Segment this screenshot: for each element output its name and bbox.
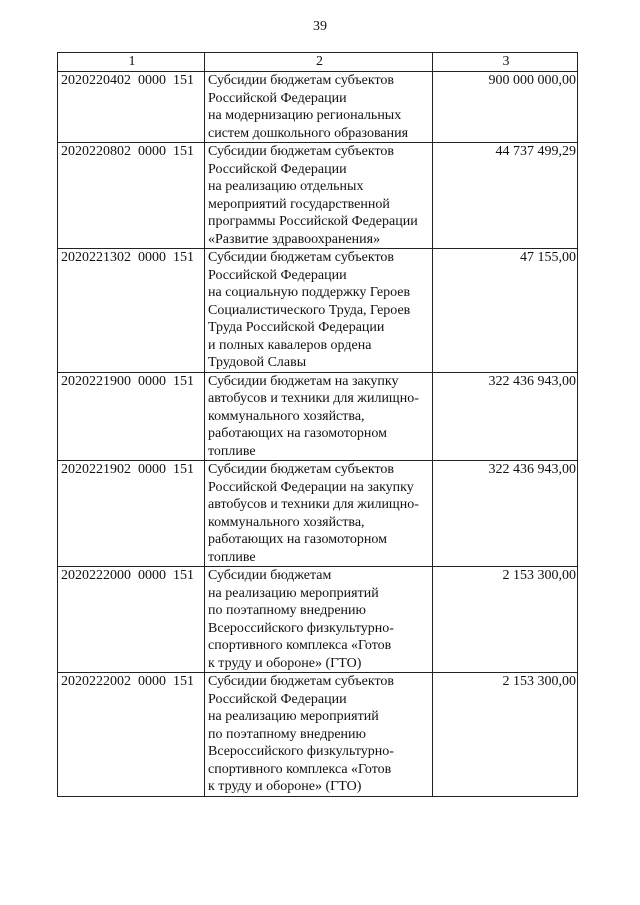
budget-amount: 900 000 000,00 <box>433 72 578 143</box>
budget-description: Субсидии бюджетам субъектов Российской Федерации на социальную поддержку Героев Социалистического Труда, Героев Труда Российской Федерации и полных кавалеров ордена Трудовой Славы <box>205 249 433 373</box>
page-number: 39 <box>313 19 327 34</box>
table-row <box>58 372 578 461</box>
column-header-2: 2 <box>205 53 433 72</box>
budget-code: 2020220402 0000 151 <box>58 72 205 143</box>
budget-amount: 322 436 943,00 <box>433 461 578 567</box>
table-header <box>58 53 578 72</box>
budget-description: Субсидии бюджетам субъектов Российской Федерации на закупку автобусов и техники для жилищно- коммунального хозяйства, работающих на газомоторном топливе <box>205 461 433 567</box>
budget-description: Субсидии бюджетам субъектов Российской Федерации на реализацию мероприятий по поэтапному внедрению Всероссийского физкультурно- спортивного комплекса «Готов к труду и обороне» (ГТО) <box>205 673 433 797</box>
table-row <box>58 143 578 249</box>
header-row <box>58 53 578 72</box>
budget-code: 2020220802 0000 151 <box>58 143 205 249</box>
table-row <box>58 673 578 797</box>
budget-code: 2020222002 0000 151 <box>58 673 205 797</box>
budget-description: Субсидии бюджетам субъектов Российской Федерации на реализацию отдельных мероприятий государственной программы Российской Федерации «Развитие здравоохранения» <box>205 143 433 249</box>
budget-code: 2020222000 0000 151 <box>58 567 205 673</box>
table-row <box>58 567 578 673</box>
budget-table <box>57 52 578 797</box>
budget-amount: 2 153 300,00 <box>433 673 578 797</box>
budget-amount: 322 436 943,00 <box>433 372 578 461</box>
budget-amount: 47 155,00 <box>433 249 578 373</box>
budget-code: 2020221902 0000 151 <box>58 461 205 567</box>
budget-description: Субсидии бюджетам на реализацию мероприятий по поэтапному внедрению Всероссийского физкультурно- спортивного комплекса «Готов к труду и обороне» (ГТО) <box>205 567 433 673</box>
table-row <box>58 461 578 567</box>
column-header-1: 1 <box>58 53 205 72</box>
table-row <box>58 72 578 143</box>
budget-description: Субсидии бюджетам субъектов Российской Федерации на модернизацию региональных систем дошкольного образования <box>205 72 433 143</box>
budget-description: Субсидии бюджетам на закупку автобусов и техники для жилищно- коммунального хозяйства, работающих на газомоторном топливе <box>205 372 433 461</box>
budget-amount: 2 153 300,00 <box>433 567 578 673</box>
budget-amount: 44 737 499,29 <box>433 143 578 249</box>
budget-code: 2020221302 0000 151 <box>58 249 205 373</box>
column-header-3: 3 <box>433 53 578 72</box>
table-body <box>58 72 578 797</box>
budget-code: 2020221900 0000 151 <box>58 372 205 461</box>
table-row <box>58 249 578 373</box>
